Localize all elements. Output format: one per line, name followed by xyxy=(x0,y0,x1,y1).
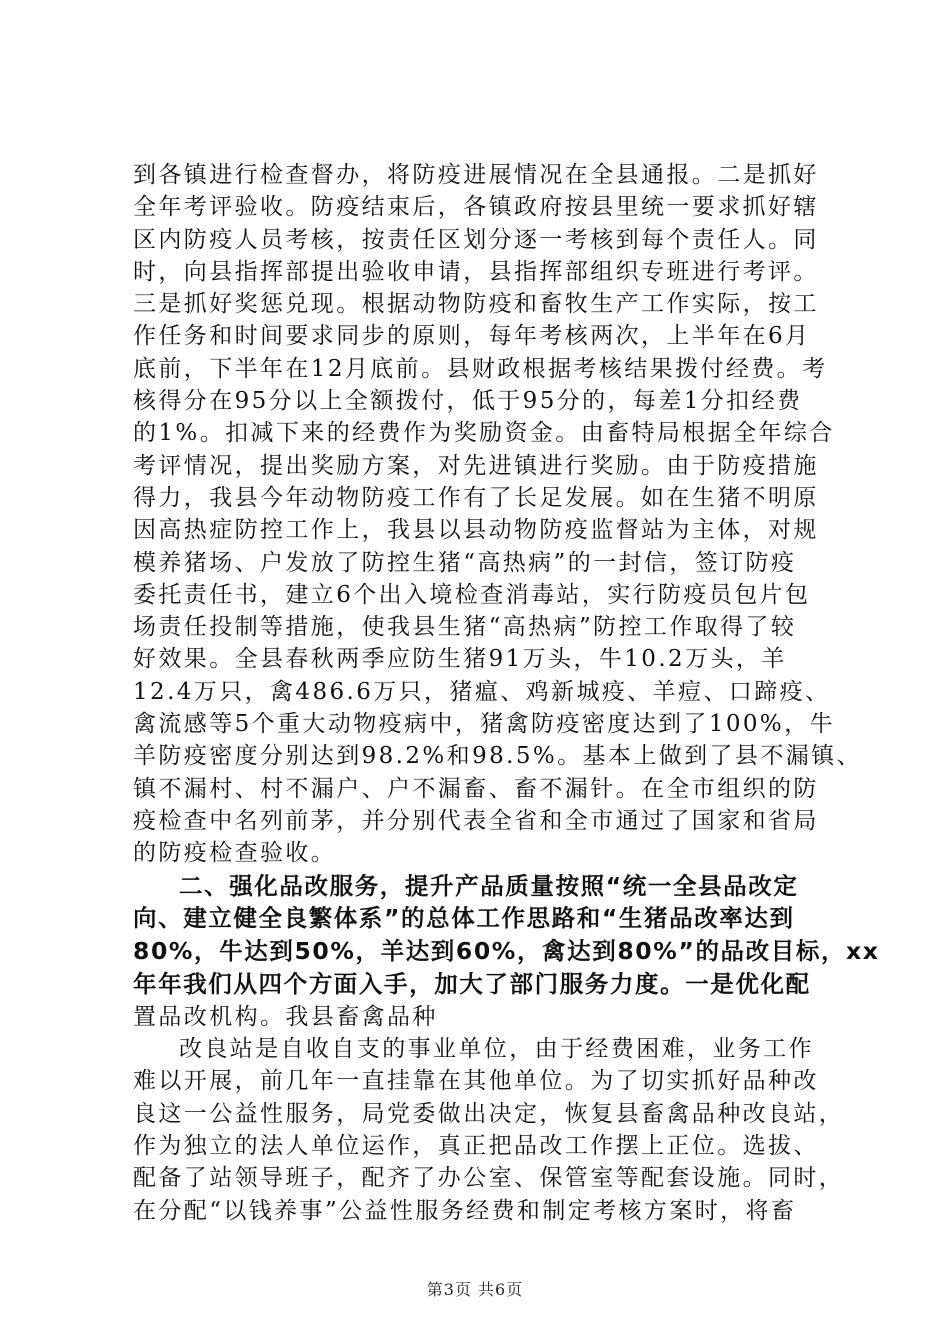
body-text xyxy=(133,159,880,1227)
text-line: 二、强化品改服务，提升产品质量按照“统一全县品改定 xyxy=(179,871,799,900)
text-line: 核得分在95分以上全额拨付，低于95分的，每差1分扣经费 xyxy=(133,388,803,415)
text-line: 到各镇进行检查督办，将防疫进展情况在全县通报。二是抓好 xyxy=(133,162,819,188)
text-line: 全年考评验收。防疫结束后，各镇政府按县里统一要求抓好辖 xyxy=(133,194,819,221)
text-line: 作任务和时间要求同步的原则，每年考核两次，上半年在6月 xyxy=(133,323,811,350)
text-line: 得力，我县今年动物防疫工作有了长足发展。如在生猪不明原 xyxy=(133,484,819,511)
text-line: 场责任投制等措施，使我县生猪“高热病”防控工作取得了较 xyxy=(133,614,797,641)
text-line: 好效果。全县春秋两季应防生猪91万头，牛10.2万头，羊 xyxy=(133,646,787,673)
text-line: 配备了站领导班子，配齐了办公室、保管室等配套设施。同时， xyxy=(133,1165,845,1192)
text-line: 改良站是自收自支的事业单位，由于经费困难，业务工作 xyxy=(179,1036,814,1063)
text-line: 模养猪场、户发放了防控生猪“高热病”的一封信，签订防疫 xyxy=(133,549,797,576)
text-line: 的防疫检查验收。 xyxy=(133,840,337,867)
text-line: 三是抓好奖惩兑现。根据动物防疫和畜牧生产工作实际，按工 xyxy=(133,291,819,318)
text-line: 底前，下半年在12月底前。县财政根据考核结果拨付经费。考 xyxy=(133,355,828,382)
text-line: 羊防疫密度分别达到98.2%和98.5%。基本上做到了县不漏镇、 xyxy=(133,743,862,770)
text-line: 区内防疫人员考核，按责任区划分逐一考核到每个责任人。同 xyxy=(133,226,819,253)
text-line: 时，向县指挥部提出验收申请，县指挥部组织专班进行考评。 xyxy=(133,258,819,285)
text-line: 难以开展，前几年一直挂靠在其他单位。为了切实抓好品种改 xyxy=(133,1068,819,1095)
text-line: 作为独立的法人单位运作，真正把品改工作摆上正位。选拔、 xyxy=(133,1132,819,1159)
text-line: 禽流感等5个重大动物疫病中，猪禽防疫密度达到了100%，牛 xyxy=(133,711,835,738)
text-line: 考评情况，提出奖励方案，对先进镇进行奖励。由于防疫措施 xyxy=(133,452,819,479)
text-line: 疫检查中名列前茅，并分别代表全省和全市通过了国家和省局 xyxy=(133,807,819,834)
text-line: 良这一公益性服务，局党委做出决定，恢复县畜禽品种改良站， xyxy=(133,1100,845,1127)
text-line: 委托责任书，建立6个出入境检查消毒站，实行防疫员包片包 xyxy=(133,581,811,608)
text-line: 在分配“以钱养事”公益性服务经费和制定考核方案时，将畜 xyxy=(133,1197,797,1224)
text-line: 因高热症防控工作上，我县以县动物防疫监督站为主体，对规 xyxy=(133,517,819,544)
text-line: 向、建立健全良繁体系”的总体工作思路和“生猪品改率达到 xyxy=(133,904,795,933)
page-footer: 第3页 共6页 xyxy=(426,1280,524,1299)
text-line: 12.4万只，禽486.6万只，猪瘟、鸡新城疫、羊痘、口蹄疫、 xyxy=(133,678,831,705)
text-line: 80%，牛达到50%，羊达到60%，禽达到80%”的品改目标，xx xyxy=(133,937,880,966)
text-line: 镇不漏村、村不漏户、户不漏畜、畜不漏针。在全市组织的防 xyxy=(133,775,819,802)
text-line: 的1%。扣减下来的经费作为奖励资金。由畜特局根据全年综合 xyxy=(133,420,835,447)
text-line: 置品改机构。我县畜禽品种 xyxy=(133,1003,438,1030)
text-line: 年年我们从四个方面入手，加大了部门服务力度。一是优化配 xyxy=(133,969,811,998)
